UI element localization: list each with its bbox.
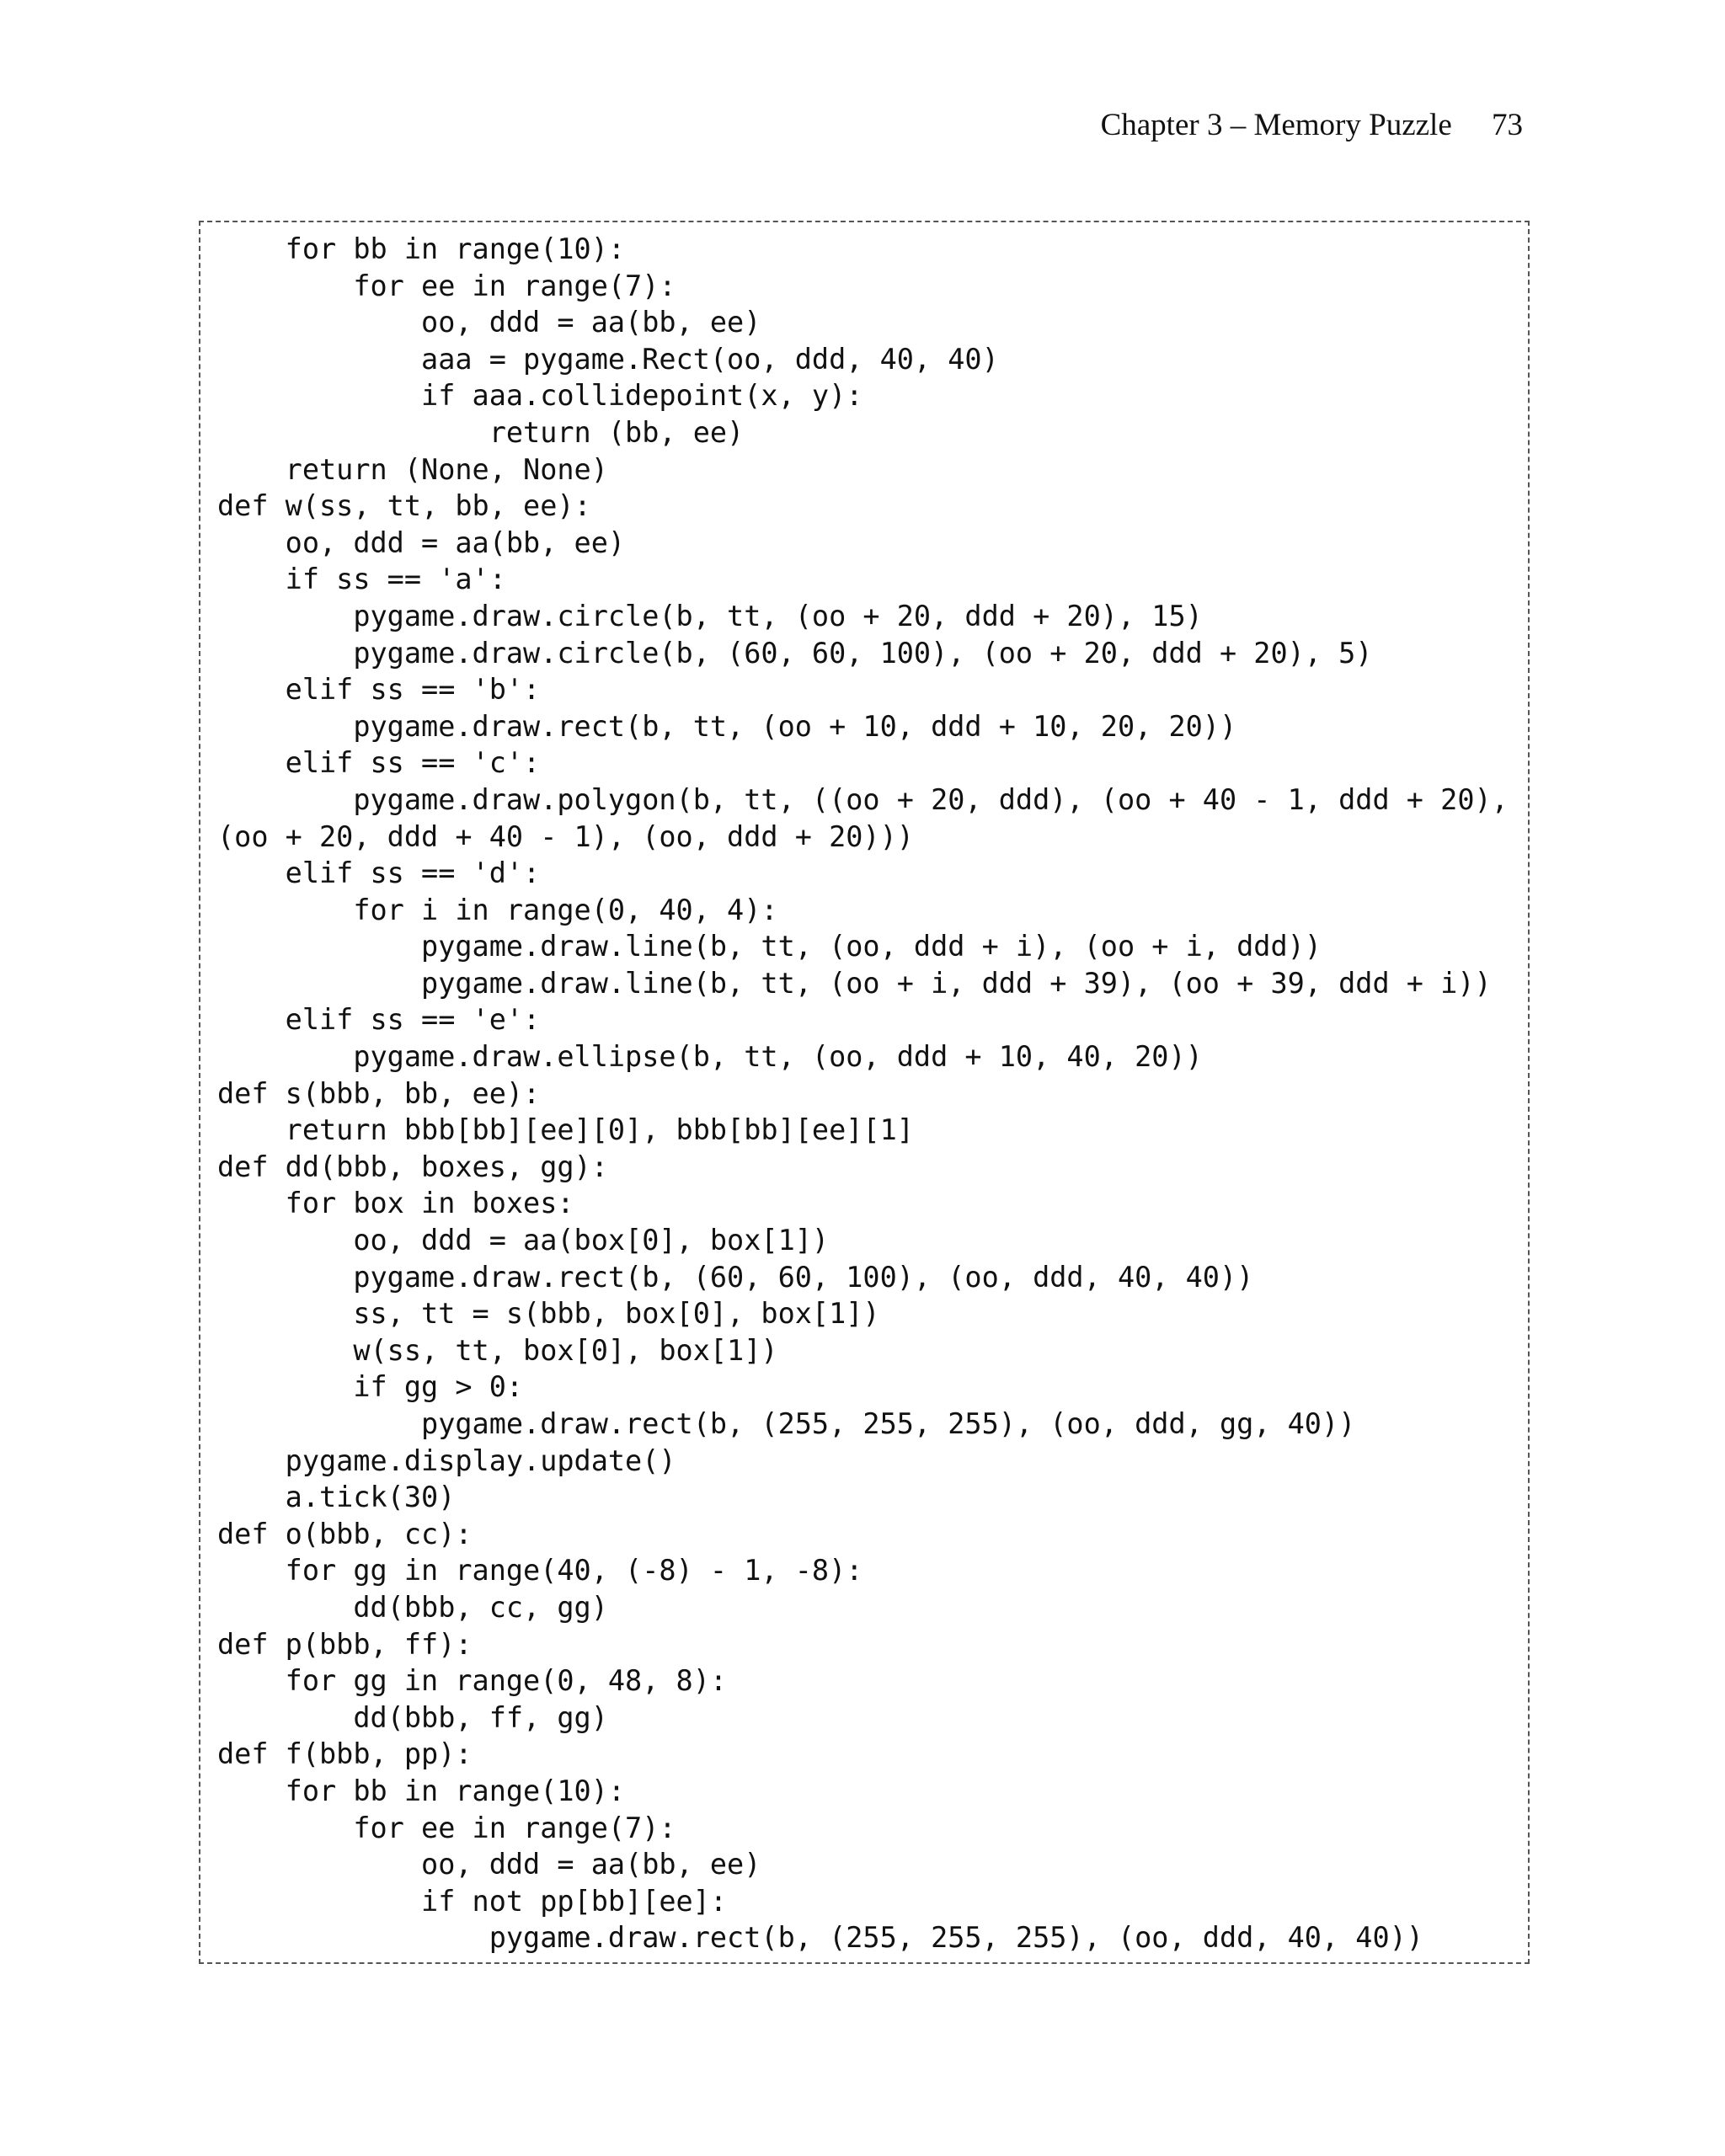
code-line: def f(bbb, pp):	[217, 1737, 473, 1771]
code-line: for i in range(0, 40, 4):	[217, 893, 778, 926]
code-line: for bb in range(10):	[217, 232, 626, 265]
code-line: pygame.draw.rect(b, (255, 255, 255), (oo, ddd, 40, 40))	[217, 1921, 1423, 1955]
code-line: for ee in range(7):	[217, 1811, 676, 1844]
code-line: dd(bbb, ff, gg)	[217, 1700, 608, 1734]
code-line: return (None, None)	[217, 452, 608, 486]
code-line: if gg > 0:	[217, 1370, 524, 1404]
code-block	[217, 231, 1528, 1956]
code-line: (oo + 20, ddd + 40 - 1), (oo, ddd + 20)))	[217, 819, 914, 853]
code-line: for gg in range(40, (-8) - 1, -8):	[217, 1554, 863, 1588]
code-line: pygame.display.update()	[217, 1444, 676, 1477]
code-line: ss, tt = s(bbb, box[0], box[1])	[217, 1297, 880, 1331]
code-line: dd(bbb, cc, gg)	[217, 1590, 608, 1624]
code-line: elif ss == 'e':	[217, 1003, 541, 1037]
code-line: a.tick(30)	[217, 1481, 456, 1514]
code-line: pygame.draw.line(b, tt, (oo + i, ddd + 39), (oo + 39, ddd + i))	[217, 966, 1492, 1000]
code-line: def dd(bbb, boxes, gg):	[217, 1150, 608, 1183]
code-line: pygame.draw.rect(b, (255, 255, 255), (oo, ddd, gg, 40))	[217, 1407, 1356, 1440]
code-line: w(ss, tt, box[0], box[1])	[217, 1333, 778, 1367]
code-line: oo, ddd = aa(bb, ee)	[217, 526, 626, 559]
code-line: pygame.draw.ellipse(b, tt, (oo, ddd + 10, 40, 20))	[217, 1040, 1203, 1074]
code-line: def p(bbb, ff):	[217, 1627, 473, 1661]
code-line: oo, ddd = aa(bb, ee)	[217, 1848, 761, 1881]
code-line: pygame.draw.circle(b, (60, 60, 100), (oo + 20, ddd + 20), 5)	[217, 636, 1373, 670]
code-line: for bb in range(10):	[217, 1774, 626, 1807]
code-line: for ee in range(7):	[217, 269, 676, 302]
code-line: def s(bbb, bb, ee):	[217, 1076, 541, 1110]
code-line: if aaa.collidepoint(x, y):	[217, 379, 863, 413]
code-line: if not pp[bb][ee]:	[217, 1884, 728, 1918]
code-line: oo, ddd = aa(box[0], box[1])	[217, 1224, 830, 1257]
code-line: pygame.draw.line(b, tt, (oo, ddd + i), (oo + i, ddd))	[217, 930, 1322, 963]
page-number: 73	[1492, 108, 1523, 142]
code-line: pygame.draw.polygon(b, tt, ((oo + 20, ddd), (oo + 40 - 1, ddd + 20),	[217, 782, 1509, 816]
code-line: def w(ss, tt, bb, ee):	[217, 489, 591, 523]
code-line: for gg in range(0, 48, 8):	[217, 1664, 728, 1698]
code-line: elif ss == 'd':	[217, 857, 541, 890]
code-line: elif ss == 'c':	[217, 746, 541, 780]
code-line: aaa = pygame.Rect(oo, ddd, 40, 40)	[217, 342, 999, 376]
code-line: for box in boxes:	[217, 1187, 574, 1220]
chapter-title: Chapter 3 – Memory Puzzle	[1100, 108, 1452, 142]
code-line: def o(bbb, cc):	[217, 1517, 473, 1550]
code-line: elif ss == 'b':	[217, 673, 541, 707]
page-header	[1101, 109, 1523, 141]
code-line: oo, ddd = aa(bb, ee)	[217, 306, 761, 339]
code-line: return bbb[bb][ee][0], bbb[bb][ee][1]	[217, 1113, 914, 1147]
code-line: pygame.draw.rect(b, (60, 60, 100), (oo, ddd, 40, 40))	[217, 1260, 1254, 1294]
code-line: return (bb, ee)	[217, 415, 745, 449]
code-line: pygame.draw.circle(b, tt, (oo + 20, ddd + 20), 15)	[217, 599, 1203, 632]
code-line: if ss == 'a':	[217, 563, 506, 596]
code-line: pygame.draw.rect(b, tt, (oo + 10, ddd + 10, 20, 20))	[217, 709, 1237, 743]
code-listing	[199, 221, 1530, 1964]
